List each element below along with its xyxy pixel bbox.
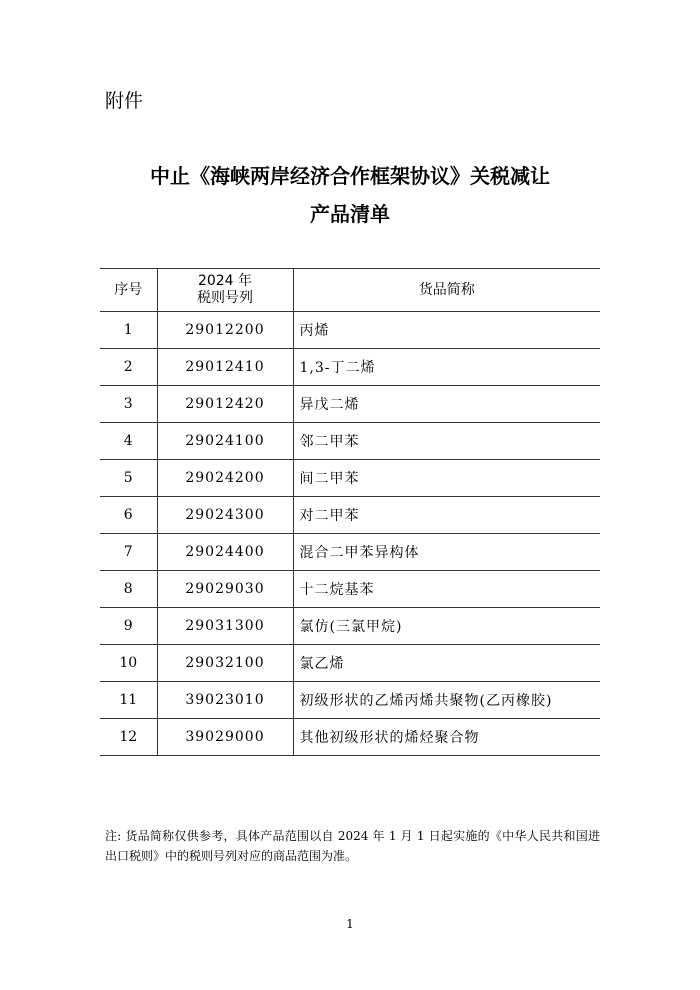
header-code: 税则号列 [197, 290, 253, 306]
attachment-label: 附件 [105, 90, 144, 112]
row-tariff-code: 29024200 [157, 460, 293, 497]
row-seq: 9 [100, 608, 157, 645]
row-seq: 1 [100, 312, 157, 349]
table-row [100, 608, 600, 645]
header-product-name: 货品简称 [293, 269, 600, 312]
row-tariff-code: 29024300 [157, 497, 293, 534]
header-seq: 序号 [100, 269, 157, 312]
row-product-name: 氯乙烯 [293, 645, 600, 682]
row-seq: 10 [100, 645, 157, 682]
row-seq: 3 [100, 386, 157, 423]
row-seq: 4 [100, 423, 157, 460]
row-tariff-code: 29012200 [157, 312, 293, 349]
row-seq: 6 [100, 497, 157, 534]
row-tariff-code: 39023010 [157, 682, 293, 719]
table-row [100, 719, 600, 756]
footnote: 注: 货品简称仅供参考，具体产品范围以自 2024 年 1 月 1 日起实施的《中华人民共和国进出口税则》中的税则号列对应的商品范围为准。 [105, 829, 600, 863]
row-product-name: 丙烯 [293, 312, 600, 349]
page-number: 1 [346, 917, 354, 931]
row-product-name: 氯仿(三氯甲烷) [293, 608, 600, 645]
table-row [100, 460, 600, 497]
row-tariff-code: 29012420 [157, 386, 293, 423]
row-product-name: 邻二甲苯 [293, 423, 600, 460]
table-row [100, 497, 600, 534]
row-product-name: 异戊二烯 [293, 386, 600, 423]
table-row [100, 534, 600, 571]
row-tariff-code: 29032100 [157, 645, 293, 682]
row-product-name: 混合二甲苯异构体 [293, 534, 600, 571]
document-title-line-2: 产品清单 [310, 202, 390, 226]
product-list-table [100, 268, 600, 756]
row-product-name: 其他初级形状的烯烃聚合物 [293, 719, 600, 756]
document-title-line-1: 中止《海峡两岸经济合作框架协议》关税减让 [150, 164, 550, 188]
row-tariff-code: 29029030 [157, 571, 293, 608]
row-tariff-code: 29024100 [157, 423, 293, 460]
table-row [100, 645, 600, 682]
table-row [100, 682, 600, 719]
header-year: 2024 年 [197, 273, 253, 289]
row-seq: 11 [100, 682, 157, 719]
row-tariff-code: 29031300 [157, 608, 293, 645]
table-row [100, 423, 600, 460]
row-seq: 5 [100, 460, 157, 497]
row-product-name: 十二烷基苯 [293, 571, 600, 608]
row-tariff-code: 29012410 [157, 349, 293, 386]
row-product-name: 对二甲苯 [293, 497, 600, 534]
table-row [100, 349, 600, 386]
row-seq: 7 [100, 534, 157, 571]
row-tariff-code: 39029000 [157, 719, 293, 756]
row-product-name: 初级形状的乙烯丙烯共聚物(乙丙橡胶) [293, 682, 600, 719]
table-header-row [100, 269, 600, 312]
header-tariff-code [157, 269, 293, 312]
table-row [100, 312, 600, 349]
row-tariff-code: 29024400 [157, 534, 293, 571]
row-product-name: 1,3-丁二烯 [293, 349, 600, 386]
row-seq: 12 [100, 719, 157, 756]
row-seq: 2 [100, 349, 157, 386]
row-product-name: 间二甲苯 [293, 460, 600, 497]
table-row [100, 386, 600, 423]
row-seq: 8 [100, 571, 157, 608]
table-row [100, 571, 600, 608]
